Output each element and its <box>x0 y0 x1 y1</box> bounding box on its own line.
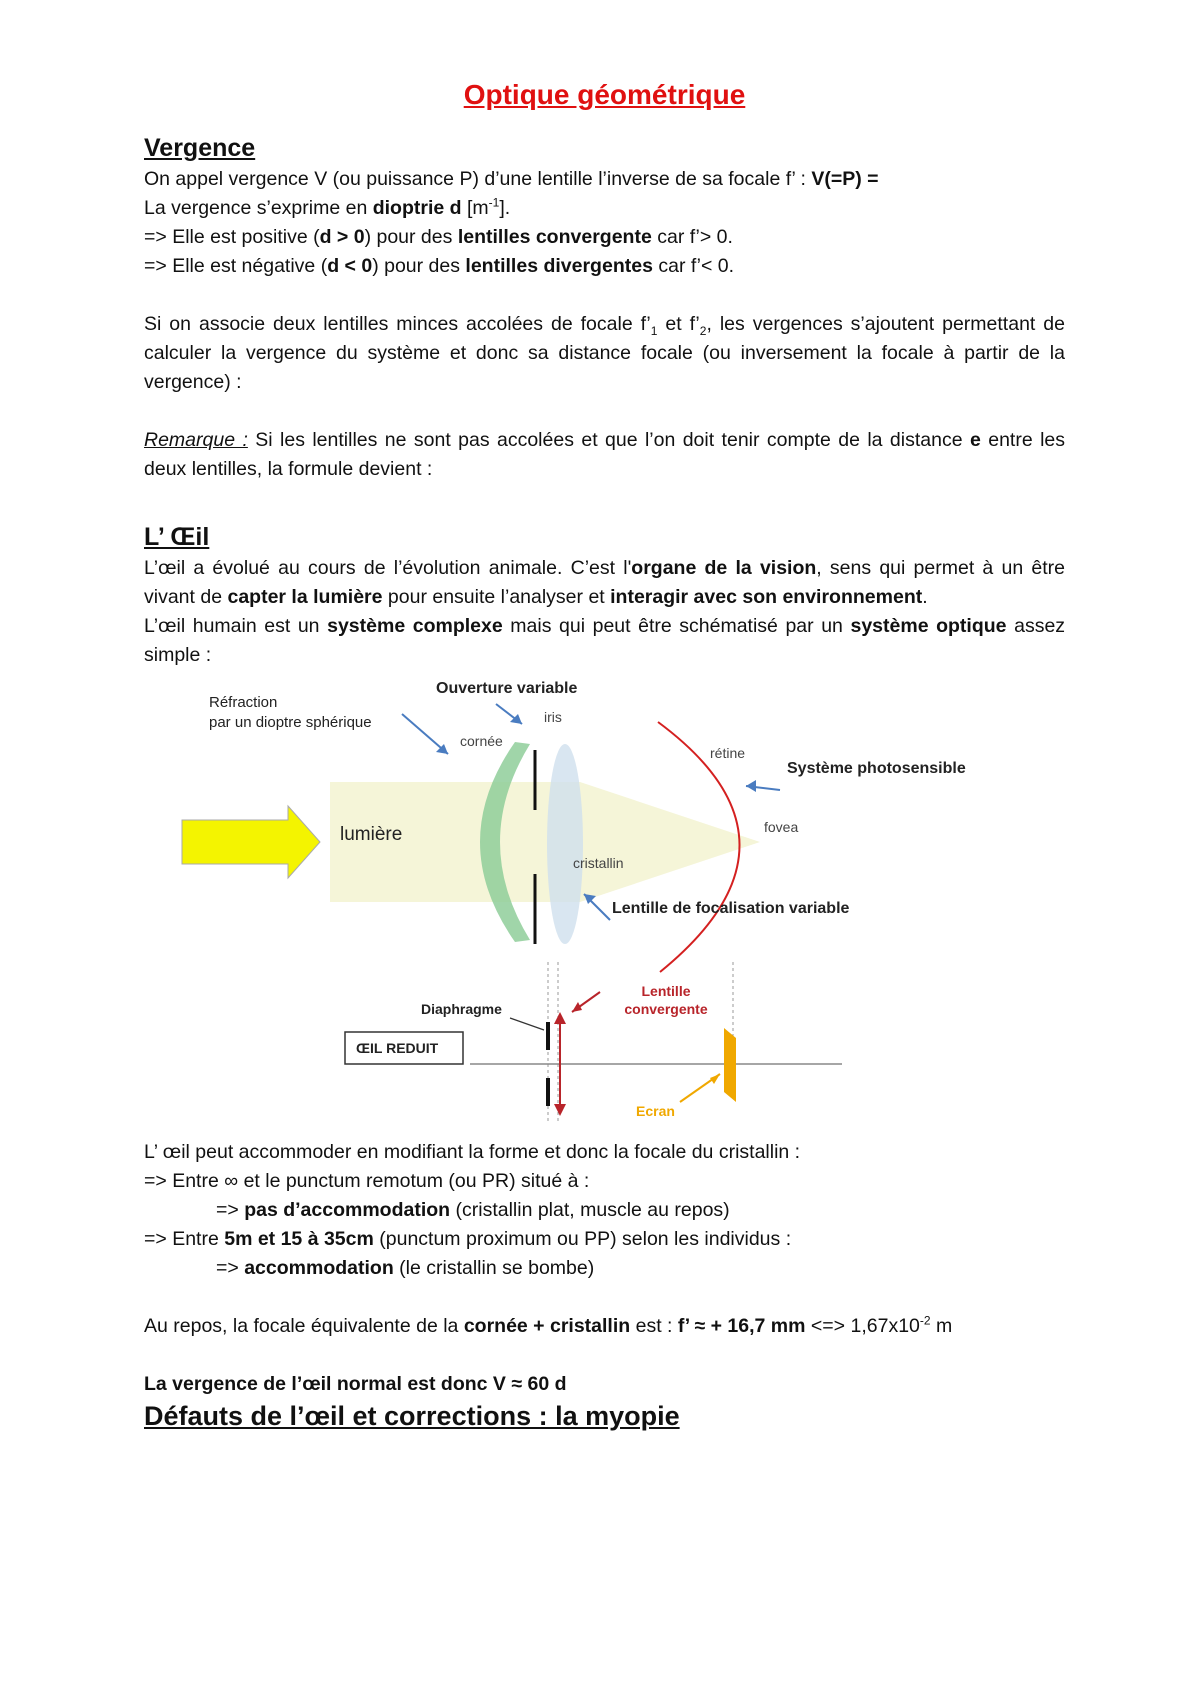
accom-line-3: => pas d’accommodation (cristallin plat, muscle au repos) <box>216 1199 730 1221</box>
section-heading-oeil: L’ Œil <box>144 523 210 551</box>
label-refraction: Réfraction <box>209 694 278 711</box>
eye-diagram <box>180 680 966 1132</box>
label-lentille-variable: Lentille de focalisation variable <box>612 900 850 917</box>
accom-line-4: => Entre 5m et 15 à 35cm (punctum proximum ou PP) selon les individus : <box>144 1228 792 1250</box>
label-cristallin: cristallin <box>573 855 624 871</box>
document-page <box>144 72 1065 1433</box>
label-oeil-reduit: ŒIL REDUIT <box>356 1040 439 1056</box>
accom-line-2: => Entre ∞ et le punctum remotum (ou PR) situé à : <box>144 1170 590 1192</box>
label-cornee: cornée <box>460 733 503 749</box>
accom-line-5: => accommodation (le cristallin se bombe) <box>216 1257 595 1279</box>
accom-line-1: L’ œil peut accommoder en modifiant la forme et donc la focale du cristallin : <box>144 1141 801 1163</box>
label-systeme: Système photosensible <box>787 760 966 777</box>
label-ouverture: Ouverture variable <box>436 680 578 697</box>
oeil-systeme: L’œil humain est un système complexe mais qui peut être schématisé par un système optique assez simple : <box>144 615 1066 666</box>
vergence-negative: => Elle est négative (d < 0) pour des lentilles divergentes car f’< 0. <box>144 255 735 277</box>
label-iris: iris <box>544 709 562 725</box>
section-heading-defauts: Défauts de l’œil et corrections : la myopie <box>144 1401 680 1431</box>
label-dioptre: par un dioptre sphérique <box>209 714 372 731</box>
cristallin-shape <box>547 744 583 944</box>
accom-vergence-normal: La vergence de l’œil normal est donc V ≈ 60 d <box>144 1373 567 1395</box>
label-convergente: convergente <box>624 1001 708 1017</box>
vergence-association: Si on associe deux lentilles minces accolées de focale $f’_1$ et $f’_2$, les vergences s’ajoutent permettant de calculer la vergence du système et donc sa distance focale (ou inversement la focale à partir de la vergence) : <box>144 313 1065 393</box>
oeil-intro: L’œil a évolué au cours de l’évolution animale. C’est l'organe de la vision, sens qui permet à un être vivant de capter la lumière pour ensuite l’analyser et interagir avec son environnement. <box>144 557 1065 608</box>
accom-focale: Au repos, la focale équivalente de la cornée + cristallin est : f’ ≈ + 16,7 mm <=> $1,67x10^{-2}$ m <box>144 1313 953 1337</box>
page-title: Optique géométrique <box>463 79 746 110</box>
vergence-positive: => Elle est positive (d > 0) pour des lentilles convergente car f’> 0. <box>144 226 733 248</box>
label-fovea: fovea <box>764 819 799 835</box>
light-arrow-icon <box>182 806 320 878</box>
vergence-unit: La vergence s’exprime en dioptrie d $[m^{-1}]$. <box>144 195 511 219</box>
ecran-shape <box>724 1028 736 1102</box>
vergence-remark: Remarque : Si les lentilles ne sont pas accolées et que l’on doit tenir compte de la distance e entre les deux lentilles, la formule devient : <box>144 429 1065 480</box>
label-diaphragme: Diaphragme <box>421 1001 502 1017</box>
label-retine: rétine <box>710 745 746 761</box>
label-ecran: Ecran <box>636 1103 675 1119</box>
vergence-definition: On appel vergence V (ou puissance P) d’une lentille l’inverse de sa focale f’ : V(=P) = <box>144 168 879 190</box>
label-lumiere: lumière <box>340 824 403 845</box>
section-heading-vergence: Vergence <box>144 134 256 162</box>
label-lentille: Lentille <box>641 983 691 999</box>
